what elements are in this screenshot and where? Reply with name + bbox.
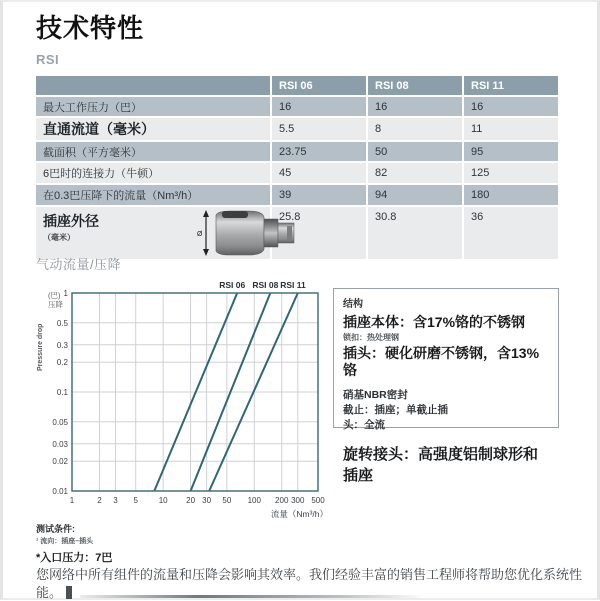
table-header-row (36, 76, 560, 95)
footer-note-text: 您网络中所有组件的流量和压降会影响其效率。我们经验丰富的销售工程师将帮助您优化系统性能。 (36, 567, 583, 600)
svg-text:30: 30 (202, 496, 212, 505)
structure-body-line: 插座本体：含17%铬的不锈钢 (343, 314, 526, 330)
bottom-divider (80, 595, 420, 598)
svg-text:20: 20 (186, 496, 196, 505)
cell-value: 16 (464, 97, 558, 116)
series-label: RSI (36, 52, 60, 67)
page-title: 技术特性 (36, 13, 145, 43)
cell-value: 95 (464, 142, 558, 161)
chart-section-title: 气动流量/压降 (36, 257, 122, 272)
svg-text:0.01: 0.01 (52, 487, 68, 496)
structure-info-box (333, 288, 559, 485)
cell-value: 180 (464, 185, 558, 205)
svg-text:10: 10 (158, 496, 168, 505)
flow-pressure-chart (30, 276, 350, 536)
row-label: 在0.3巴压降下的流量（Nm³/h） (36, 185, 270, 205)
cell-value: 30.8 (368, 207, 462, 259)
test-conditions-heading: 测试条件: (36, 524, 75, 534)
cell-value: 16 (272, 97, 366, 116)
structure-head-line: 头：全流 (343, 418, 385, 431)
svg-text:5: 5 (133, 496, 138, 505)
test-conditions-inlet-pressure: *入口压力：7巴 (36, 552, 113, 564)
svg-text:2: 2 (97, 496, 102, 505)
coupling-image (196, 209, 306, 260)
row-label: 最大工作压力（巴） (36, 97, 270, 116)
table-row (36, 97, 560, 116)
structure-lock-line: 锁扣：热处理钢 (343, 332, 399, 342)
cell-value: 8 (368, 118, 462, 140)
test-conditions-flow-direction: ¹ 流向：插座–插头 (36, 538, 94, 545)
structure-shutoff-line: 截止：插座；单截止插 (343, 403, 448, 416)
chart-x-axis-label: 流量（Nm³/h） (270, 509, 328, 519)
cell-value: 25.8 (272, 207, 366, 259)
table-header-rsi06: RSI 06 (272, 76, 366, 95)
svg-text:Ø: Ø (197, 231, 203, 238)
structure-swivel-line: 旋转接头：高强度铝制球形和插座 (343, 446, 539, 485)
cell-value: 125 (464, 163, 558, 183)
cell-value: 5.5 (272, 118, 366, 140)
structure-heading: 结构 (343, 299, 363, 310)
svg-text:300: 300 (291, 496, 305, 505)
cell-value: 11 (464, 118, 558, 140)
table-header-rsi11: RSI 11 (464, 76, 558, 95)
table-row-socket-diameter (36, 207, 560, 259)
table-row (36, 118, 560, 140)
svg-text:0.5: 0.5 (56, 318, 68, 328)
chart-series-label: RSI 06 (219, 280, 246, 290)
row-sublabel: （毫米） (43, 233, 75, 242)
chart-y-label-en: Pressure drop (37, 323, 44, 371)
svg-text:0.3: 0.3 (56, 340, 68, 350)
svg-text:0.03: 0.03 (52, 439, 68, 449)
cell-value: 50 (368, 142, 462, 161)
cell-value: 45 (272, 163, 366, 183)
table-header-rsi08: RSI 08 (368, 76, 462, 95)
row-label: 直通流道（毫米） (36, 118, 270, 140)
svg-text:200: 200 (275, 496, 289, 505)
table-row (36, 163, 560, 183)
chart-series-label: RSI 11 (280, 280, 306, 290)
row-label-cell (36, 207, 270, 259)
svg-text:0.02: 0.02 (52, 457, 68, 467)
svg-text:0.2: 0.2 (56, 358, 68, 368)
text-cursor-artifact (66, 586, 72, 599)
cell-value: 82 (368, 163, 462, 183)
chart-series-label: RSI 08 (252, 280, 279, 290)
svg-text:1: 1 (63, 289, 68, 298)
cell-value: 23.75 (272, 142, 366, 161)
svg-text:0.1: 0.1 (56, 388, 68, 397)
row-label: 截面积（平方毫米） (36, 142, 270, 161)
svg-text:0.05: 0.05 (52, 417, 68, 427)
svg-text:500: 500 (311, 496, 325, 505)
svg-text:1: 1 (69, 496, 75, 505)
test-conditions (36, 522, 112, 565)
chart-y-unit: (巴) (48, 291, 61, 300)
table-header-empty (36, 76, 270, 95)
table-row (36, 185, 560, 205)
row-label: 插座外径 (43, 213, 99, 229)
table-row (36, 142, 560, 161)
structure-seal-line: 硝基NBR密封 (343, 388, 408, 401)
spec-table (36, 76, 560, 261)
svg-text:50: 50 (222, 496, 232, 505)
chart-y-label-cn: 压降 (48, 300, 63, 309)
cell-value: 16 (368, 97, 462, 116)
cell-value: 94 (368, 185, 462, 205)
row-label: 6巴时的连接力（牛顿） (36, 163, 270, 183)
cell-value: 39 (272, 185, 366, 205)
svg-text:3: 3 (113, 496, 118, 505)
cell-value: 36 (464, 207, 558, 259)
structure-plug-line: 插头：硬化研磨不锈钢，含13%铬 (343, 344, 540, 378)
svg-text:100: 100 (247, 496, 261, 505)
